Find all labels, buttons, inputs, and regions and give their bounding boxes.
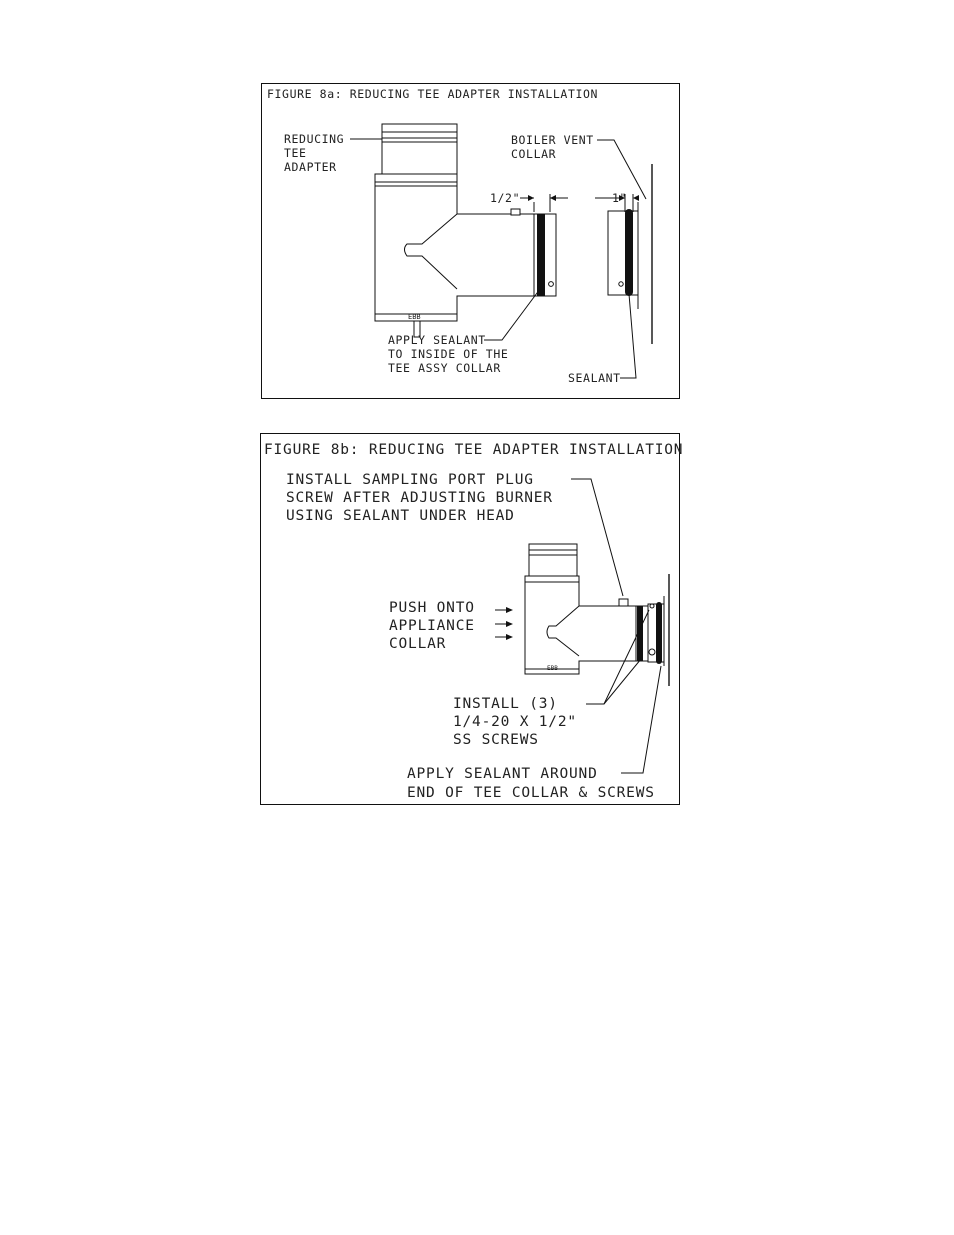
label-push-onto-appliance-collar	[389, 600, 513, 652]
figure-8a-drawing	[262, 84, 679, 398]
label-boiler-vent-collar	[511, 133, 646, 199]
figure-8b-drawing	[261, 434, 684, 804]
svg-text:EBB: EBB	[547, 665, 558, 672]
svg-text:EBB: EBB	[408, 313, 421, 321]
svg-text:APPLY SEALANT AROUND: APPLY SEALANT AROUND	[407, 766, 598, 782]
dim-one-inch: 1"	[612, 191, 628, 205]
svg-text:COLLAR: COLLAR	[389, 636, 447, 652]
svg-text:REDUCING: REDUCING	[284, 132, 345, 146]
svg-text:COLLAR: COLLAR	[511, 147, 557, 161]
svg-text:INSTALL SAMPLING PORT PLUG: INSTALL SAMPLING PORT PLUG	[286, 472, 534, 488]
svg-text:SS SCREWS: SS SCREWS	[453, 732, 539, 748]
svg-text:PUSH ONTO: PUSH ONTO	[389, 600, 475, 616]
svg-text:TO INSIDE OF THE: TO INSIDE OF THE	[388, 347, 509, 361]
svg-text:APPLIANCE: APPLIANCE	[389, 618, 475, 634]
figure-8a	[261, 83, 680, 399]
svg-text:SEALANT: SEALANT	[568, 371, 621, 385]
figure-8b	[260, 433, 684, 805]
svg-text:INSTALL (3): INSTALL (3)	[453, 696, 558, 712]
svg-text:ADAPTER: ADAPTER	[284, 160, 337, 174]
figure-8a-title: FIGURE 8a: REDUCING TEE ADAPTER INSTALLATION	[267, 87, 599, 101]
label-sealant	[568, 294, 636, 385]
dim-half-inch: 1/2"	[490, 191, 521, 205]
svg-text:TEE: TEE	[284, 146, 307, 160]
svg-text:TEE ASSY COLLAR: TEE ASSY COLLAR	[388, 361, 501, 375]
svg-text:SCREW AFTER ADJUSTING BURNER: SCREW AFTER ADJUSTING BURNER	[286, 490, 553, 506]
svg-text:APPLY SEALANT: APPLY SEALANT	[388, 333, 486, 347]
figure-8b-title: FIGURE 8b: REDUCING TEE ADAPTER INSTALLATION	[264, 442, 684, 458]
label-reducing-tee-adapter	[284, 132, 382, 174]
reducing-tee-assembly	[525, 544, 669, 686]
svg-text:1/4-20 X 1/2": 1/4-20 X 1/2"	[453, 714, 577, 730]
svg-text:BOILER VENT: BOILER VENT	[511, 133, 594, 147]
svg-text:END OF TEE COLLAR & SCREWS: END OF TEE COLLAR & SCREWS	[407, 785, 655, 801]
svg-text:USING SEALANT UNDER HEAD: USING SEALANT UNDER HEAD	[286, 508, 515, 524]
tee-collar-end	[534, 214, 556, 296]
